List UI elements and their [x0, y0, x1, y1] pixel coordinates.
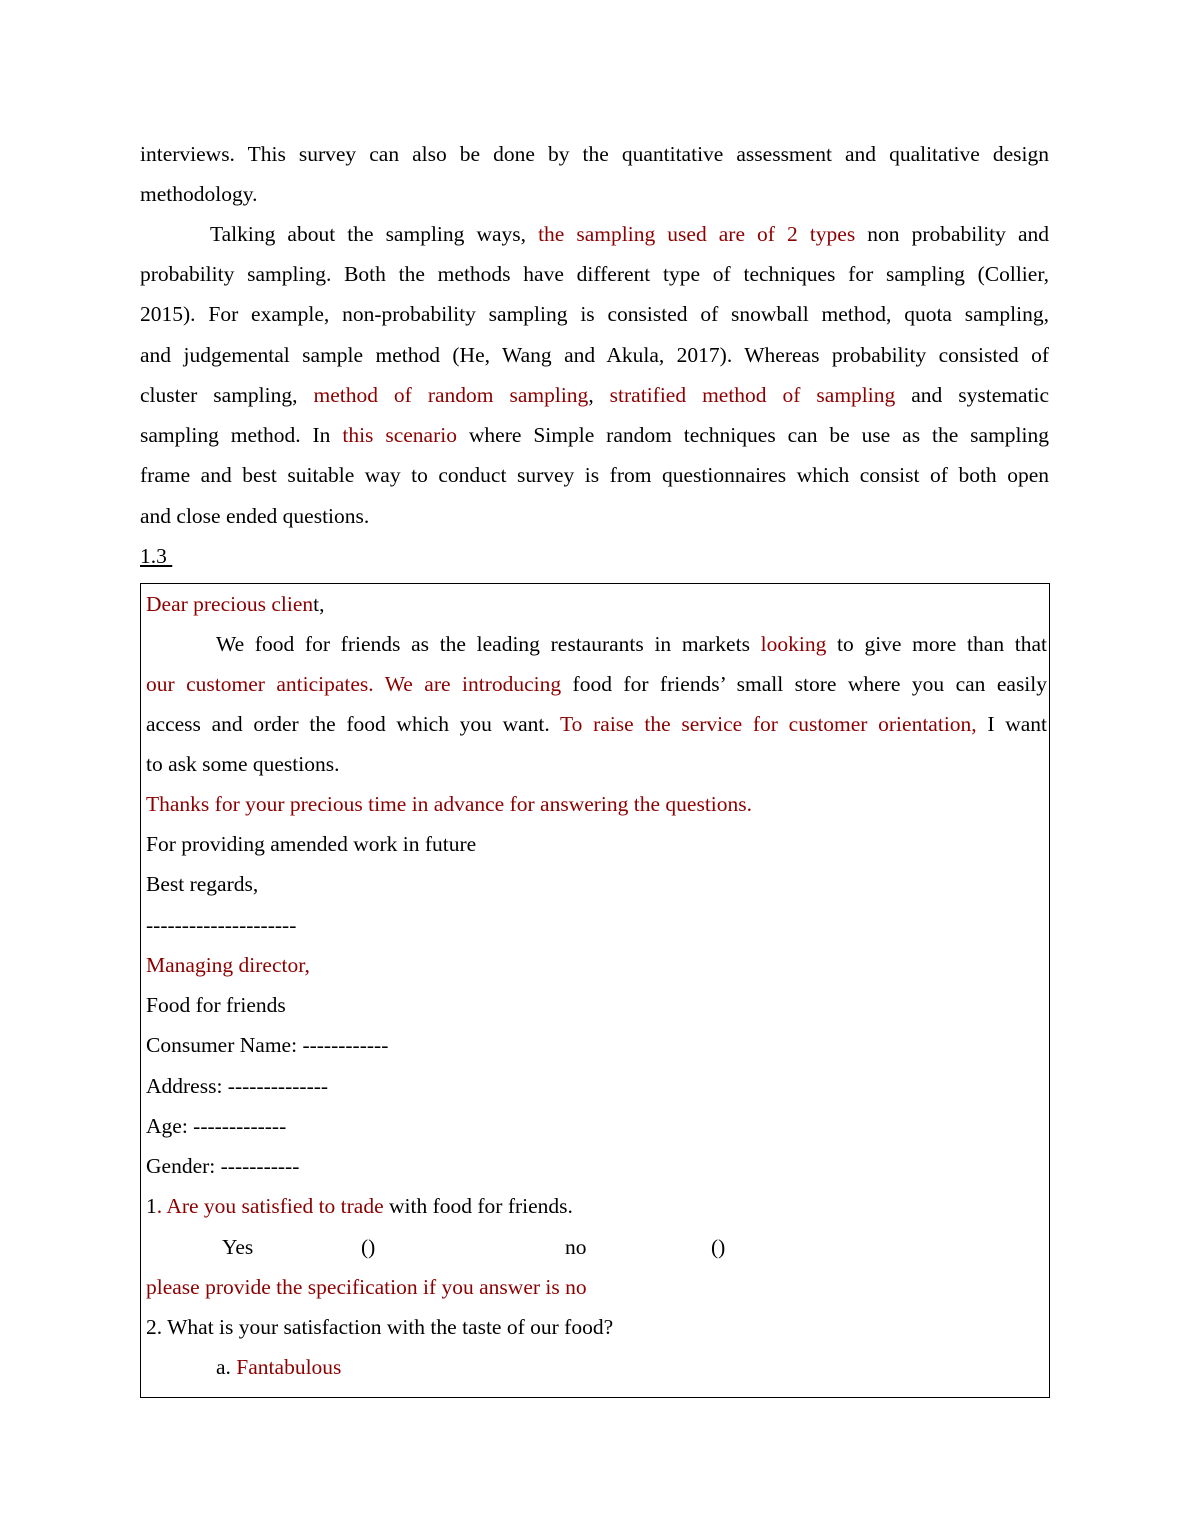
- highlighted-text: stratified method of sampling: [609, 383, 896, 407]
- company-name: Food for friends: [146, 993, 286, 1017]
- text-run: where Simple random techniques can be use as the sampling: [456, 423, 1049, 447]
- greeting-black: t,: [313, 592, 325, 616]
- text-run: to give more than that: [826, 632, 1047, 656]
- paragraph2-line6: [140, 415, 1049, 455]
- text-run: non probability and: [855, 222, 1050, 246]
- age-field: Age: -------------: [146, 1114, 287, 1138]
- text-run: access and order the food which you want.: [146, 712, 561, 736]
- text-run: sampling method. In: [140, 423, 343, 447]
- regards-line: Best regards,: [146, 872, 259, 896]
- highlighted-text: this scenario: [342, 423, 457, 447]
- thanks-line: Thanks for your precious time in advance for answering the questions.: [146, 792, 753, 816]
- letter-line1: [216, 624, 1047, 664]
- letter-line3: [146, 704, 1047, 744]
- greeting-red: Dear precious clien: [146, 592, 314, 616]
- paragraph2-line8: and close ended questions.: [140, 504, 370, 528]
- option-label: a.: [216, 1355, 237, 1379]
- signature-dashes: ---------------------: [146, 913, 297, 937]
- paragraph2-line4: and judgemental sample method (He, Wang and Akula, 2017). Whereas probability consisted of: [140, 343, 1049, 367]
- text-run: ,: [588, 383, 610, 407]
- question-1: [146, 1186, 1047, 1226]
- q2-option-a: [216, 1347, 1047, 1387]
- gender-field: Gender: -----------: [146, 1154, 300, 1178]
- paragraph1-line1: interviews. This survey can also be done by the quantitative assessment and qualitative design: [140, 142, 1049, 166]
- letter-line4: to ask some questions.: [146, 752, 340, 776]
- text-run: food for friends’ small store where you can easily: [561, 672, 1048, 696]
- paragraph2-line2: probability sampling. Both the methods have different type of techniques for sampling (Collier,: [140, 262, 1049, 286]
- paragraph2-line3: 2015). For example, non-probability sampling is consisted of snowball method, quota sampling,: [140, 302, 1049, 326]
- letter-line2: [146, 664, 1047, 704]
- option-text: Fantabulous: [236, 1355, 342, 1379]
- q1-no-label: no: [565, 1235, 587, 1259]
- highlighted-text: the sampling used are of 2 types: [538, 222, 856, 246]
- providing-line: For providing amended work in future: [146, 832, 477, 856]
- highlighted-text: looking: [760, 632, 827, 656]
- text-run: I want: [976, 712, 1047, 736]
- section-heading: 1.3: [140, 544, 173, 568]
- address-field: Address: --------------: [146, 1074, 329, 1098]
- signature-title: Managing director,: [146, 953, 310, 977]
- consumer-name-field: Consumer Name: ------------: [146, 1033, 389, 1057]
- highlighted-text: To raise the service for customer orientation,: [560, 712, 977, 736]
- q1-note: please provide the specification if you answer is no: [146, 1275, 587, 1299]
- text-run: with food for friends.: [383, 1194, 573, 1218]
- q1-no-checkbox[interactable]: (): [711, 1235, 726, 1259]
- highlighted-text: our customer anticipates. We are introducing: [146, 672, 562, 696]
- paragraph1-line2: methodology.: [140, 182, 258, 206]
- paragraph2-line7: frame and best suitable way to conduct survey is from questionnaires which consist of both open: [140, 463, 1049, 487]
- paragraph2-line1: [210, 214, 1049, 254]
- text-run: Talking about the sampling ways,: [210, 222, 539, 246]
- highlighted-text: method of random sampling: [313, 383, 589, 407]
- highlighted-text: . Are you satisfied to trade: [156, 1194, 384, 1218]
- text-run: cluster sampling,: [140, 383, 314, 407]
- q1-yes-checkbox[interactable]: (): [361, 1235, 376, 1259]
- text-run: and systematic: [895, 383, 1050, 407]
- question-number: 1: [146, 1194, 157, 1218]
- question-2: 2. What is your satisfaction with the taste of our food?: [146, 1315, 614, 1339]
- questionnaire-box: [140, 583, 1050, 1398]
- text-run: We food for friends as the leading restaurants in markets: [216, 632, 761, 656]
- greeting: [146, 584, 1047, 624]
- q1-yes-label: Yes: [222, 1235, 254, 1259]
- paragraph2-line5: [140, 375, 1049, 415]
